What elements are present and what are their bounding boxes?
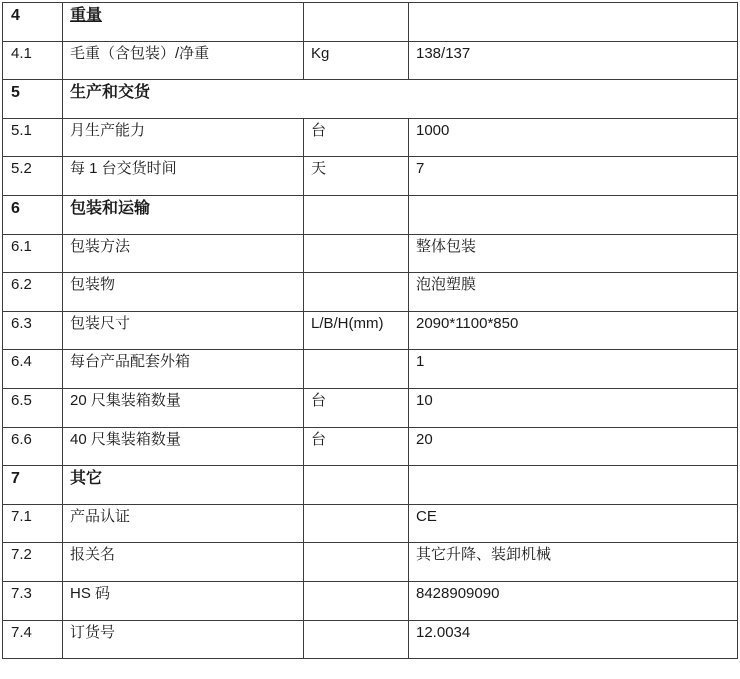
section-row [3,3,738,42]
value-cell: 7 [409,157,738,196]
row-number-cell: 7.1 [3,504,63,543]
value-cell: 10 [409,388,738,427]
unit-cell: 天 [304,157,409,196]
row-number-cell: 5.1 [3,118,63,157]
unit-cell: 台 [304,427,409,466]
item-label-cell: 40 尺集装箱数量 [63,427,304,466]
section-number-cell: 7 [3,466,63,505]
table-row [3,311,738,350]
table-row [3,157,738,196]
value-cell: 2090*1100*850 [409,311,738,350]
table-row [3,41,738,80]
unit-cell: Kg [304,41,409,80]
item-label-cell: 毛重（含包装）/净重 [63,41,304,80]
table-row [3,543,738,582]
section-title: 生产和交货 [70,84,151,102]
unit-cell [304,3,409,42]
unit-cell [304,273,409,312]
unit-cell [304,195,409,234]
item-label-cell: 报关名 [63,543,304,582]
section-row [3,466,738,505]
unit-cell [304,234,409,273]
row-number-cell: 5.2 [3,157,63,196]
value-cell: 整体包装 [409,234,738,273]
section-number-cell: 6 [3,195,63,234]
unit-cell: 台 [304,388,409,427]
item-label-cell: 月生产能力 [63,118,304,157]
item-label-cell: 包装物 [63,273,304,312]
value-cell: 138/137 [409,41,738,80]
section-number-cell: 4 [3,3,63,42]
row-number-cell: 6.3 [3,311,63,350]
unit-cell: 台 [304,118,409,157]
table-row [3,234,738,273]
value-cell [409,195,738,234]
section-title-cell [63,466,304,505]
section-number-cell: 5 [3,80,63,119]
row-number-cell: 6.2 [3,273,63,312]
row-number-cell: 7.4 [3,620,63,659]
item-label-cell: 包装尺寸 [63,311,304,350]
unit-cell [304,543,409,582]
table-row [3,620,738,659]
table-row [3,118,738,157]
section-title: 其它 [70,470,103,488]
unit-cell: L/B/H(mm) [304,311,409,350]
row-number-cell: 4.1 [3,41,63,80]
row-number-cell: 6.1 [3,234,63,273]
row-number-cell: 6.6 [3,427,63,466]
item-label-cell: 每 1 台交货时间 [63,157,304,196]
unit-cell [304,581,409,620]
item-label-cell: 20 尺集装箱数量 [63,388,304,427]
section-row [3,80,738,119]
item-label-cell: 产品认证 [63,504,304,543]
table-row [3,388,738,427]
row-number-cell: 6.4 [3,350,63,389]
item-label-cell: 包装方法 [63,234,304,273]
unit-cell [304,466,409,505]
unit-cell [304,620,409,659]
item-label-cell: HS 码 [63,581,304,620]
row-number-cell: 7.3 [3,581,63,620]
row-number-cell: 6.5 [3,388,63,427]
spec-table [2,2,738,659]
value-cell: 泡泡塑膜 [409,273,738,312]
section-title-cell [63,195,304,234]
item-label-cell: 每台产品配套外箱 [63,350,304,389]
section-title-cell [63,3,304,42]
table-row [3,581,738,620]
value-cell: 12.0034 [409,620,738,659]
table-row [3,504,738,543]
value-cell: 20 [409,427,738,466]
table-row [3,350,738,389]
value-cell: 1 [409,350,738,389]
value-cell: 其它升降、装卸机械 [409,543,738,582]
section-title: 包装和运输 [70,199,151,217]
section-title-cell [63,80,738,119]
value-cell: 8428909090 [409,581,738,620]
section-title: 重量 [70,7,103,24]
item-label-cell: 订货号 [63,620,304,659]
unit-cell [304,504,409,543]
section-row [3,195,738,234]
table-row [3,427,738,466]
value-cell [409,3,738,42]
table-row [3,273,738,312]
value-cell: 1000 [409,118,738,157]
unit-cell [304,350,409,389]
row-number-cell: 7.2 [3,543,63,582]
value-cell [409,466,738,505]
value-cell: CE [409,504,738,543]
